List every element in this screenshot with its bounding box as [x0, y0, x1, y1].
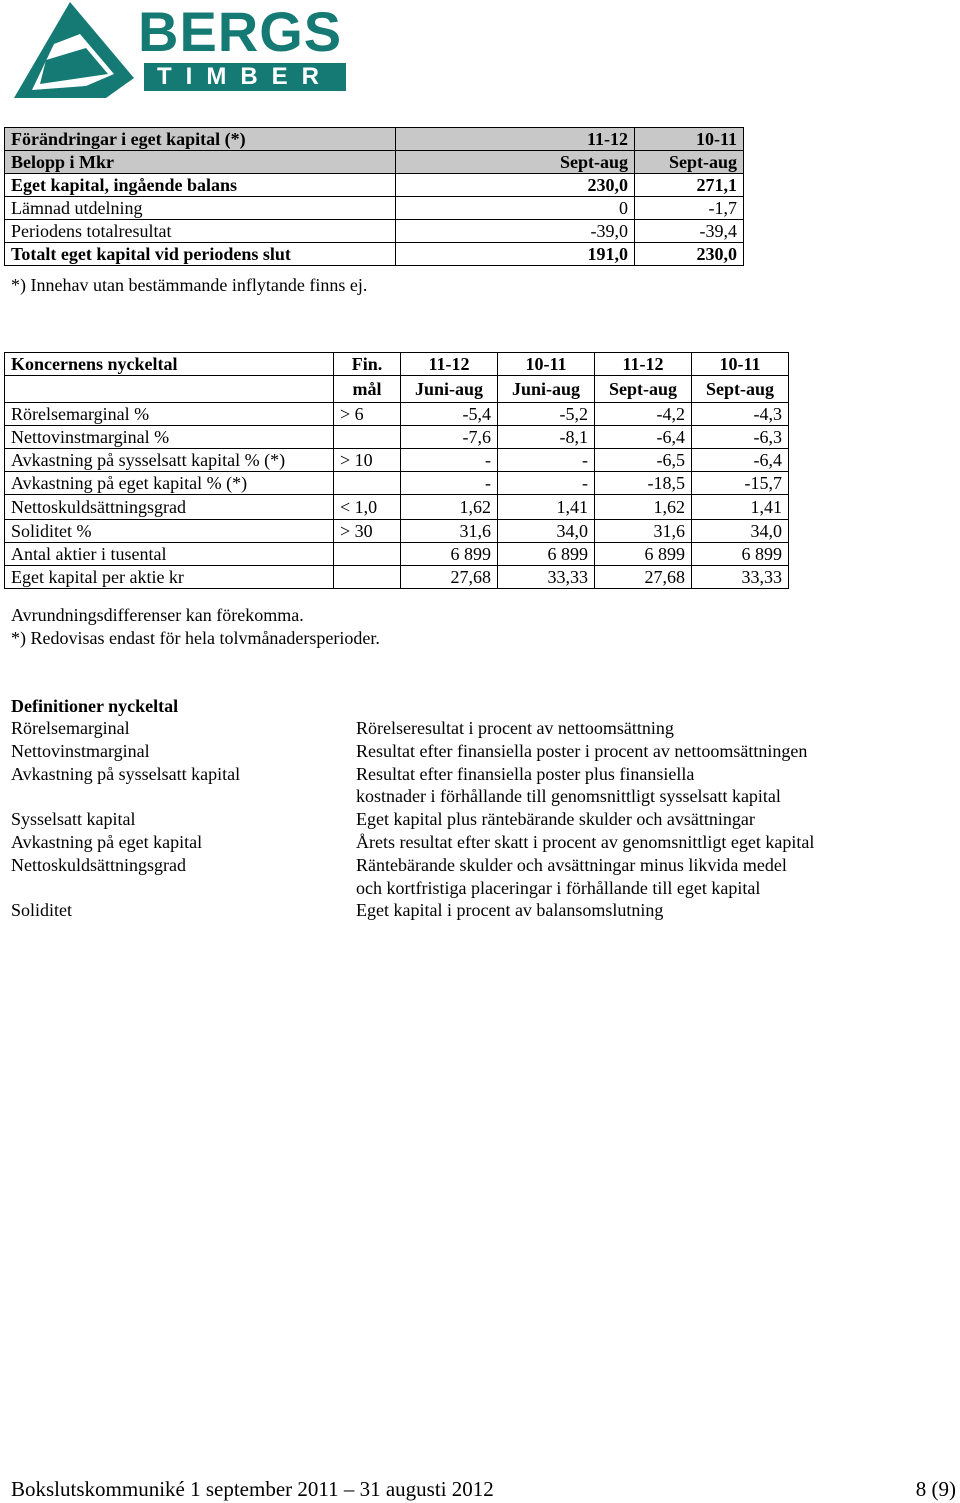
definition-term: Nettoskuldsättningsgrad [11, 854, 186, 875]
table-cell: Rörelsemarginal % [5, 403, 334, 426]
table-cell [334, 543, 401, 566]
table-cell: - [401, 449, 498, 472]
header-cell: Förändringar i eget kapital (*) [5, 128, 396, 151]
table-cell: -5,4 [401, 403, 498, 426]
header-cell: Koncernens nyckeltal [5, 353, 334, 376]
table-cell: Lämnad utdelning [5, 197, 396, 220]
header-cell: 11-12 [396, 128, 635, 151]
definition-row [11, 899, 911, 922]
definition-row [11, 877, 911, 900]
definition-description: kostnader i förhållande till genomsnittligt sysselsatt kapital [356, 786, 781, 807]
table-cell: -5,2 [498, 403, 595, 426]
table-cell: Eget kapital per aktie kr [5, 566, 334, 589]
table-cell: - [498, 472, 595, 495]
table-cell: 230,0 [635, 243, 744, 266]
footer-document-title: Bokslutskommuniké 1 september 2011 – 31 augusti 2012 [11, 1477, 494, 1501]
table-cell: 0 [396, 197, 635, 220]
definition-row [11, 831, 911, 854]
header-cell: 11-12 [595, 353, 692, 376]
table-cell: -8,1 [498, 426, 595, 449]
header-cell: Fin. [334, 353, 401, 376]
table-cell: > 10 [334, 449, 401, 472]
header-cell: Sept-aug [396, 151, 635, 174]
header-cell: 11-12 [401, 353, 498, 376]
logo-wordmark: BERGS [138, 0, 343, 63]
definition-term: Avkastning på sysselsatt kapital [11, 763, 241, 784]
table-cell: 27,68 [595, 566, 692, 589]
table-cell: Totalt eget kapital vid periodens slut [5, 243, 396, 266]
definition-term: Rörelsemarginal [11, 718, 130, 738]
table-row [5, 243, 744, 266]
definition-row [11, 808, 911, 831]
table-cell: Periodens totalresultat [5, 220, 396, 243]
table-cell: -39,0 [396, 220, 635, 243]
table-cell: 1,41 [498, 495, 595, 520]
header-cell: mål [334, 376, 401, 403]
definition-description: Räntebärande skulder och avsättningar minus likvida medel [356, 854, 787, 875]
definition-description: Årets resultat efter skatt i procent av genomsnittligt eget kapital [356, 831, 815, 852]
ratios-footnote: *) Redovisas endast för hela tolvmånadersperioder. [11, 628, 380, 648]
table-subheader-row [5, 151, 744, 174]
table-cell: 34,0 [498, 520, 595, 543]
key-ratios-table [4, 352, 789, 589]
bergs-timber-logo [10, 0, 350, 104]
table-cell: 33,33 [498, 566, 595, 589]
footer-page-number: 8 (9) [915, 1477, 956, 1501]
definition-row [11, 785, 911, 808]
table-cell: 1,62 [595, 495, 692, 520]
table-cell: -6,3 [692, 426, 789, 449]
header-cell: 10-11 [692, 353, 789, 376]
definition-row [11, 717, 911, 740]
table-subheader-row [5, 376, 789, 403]
equity-footnote: *) Innehav utan bestämmande inflytande finns ej. [11, 275, 368, 295]
table-cell: Nettovinstmarginal % [5, 426, 334, 449]
table-header-row [5, 128, 744, 151]
definition-term: Avkastning på eget kapital [11, 831, 203, 852]
table-cell: - [401, 472, 498, 495]
table-cell: 230,0 [396, 174, 635, 197]
table-cell: 34,0 [692, 520, 789, 543]
table-cell: Avkastning på eget kapital % (*) [5, 472, 334, 495]
table-cell [334, 566, 401, 589]
definition-description: Resultat efter finansiella poster plus finansiella [356, 763, 695, 784]
header-cell: Belopp i Mkr [5, 151, 396, 174]
table-cell: -6,4 [595, 426, 692, 449]
table-row [5, 520, 789, 543]
definition-row [11, 763, 911, 786]
table-cell [334, 472, 401, 495]
table-cell: 33,33 [692, 566, 789, 589]
table-cell: 6 899 [498, 543, 595, 566]
table-cell: < 1,0 [334, 495, 401, 520]
table-cell: -15,7 [692, 472, 789, 495]
definition-description: Eget kapital i procent av balansomslutning [356, 900, 664, 921]
header-cell [5, 376, 334, 403]
definitions-list [11, 717, 911, 922]
table-cell: -39,4 [635, 220, 744, 243]
definition-term: Nettovinstmarginal [11, 740, 150, 761]
table-cell: -4,3 [692, 403, 789, 426]
table-row [5, 495, 789, 520]
logo-submark: TIMBER [144, 63, 346, 91]
logo-mark-icon [10, 0, 140, 104]
table-cell: -6,5 [595, 449, 692, 472]
table-cell: 6 899 [692, 543, 789, 566]
table-row [5, 403, 789, 426]
table-cell: > 6 [334, 403, 401, 426]
header-cell: Sept-aug [692, 376, 789, 403]
equity-changes-table [4, 127, 744, 266]
rounding-note: Avrundningsdifferenser kan förekomma. [11, 605, 304, 625]
table-cell: -18,5 [595, 472, 692, 495]
header-cell: 10-11 [635, 128, 744, 151]
table-cell: 6 899 [595, 543, 692, 566]
table-cell: -7,6 [401, 426, 498, 449]
definition-description: Eget kapital plus räntebärande skulder och avsättningar [356, 809, 755, 830]
table-cell: 27,68 [401, 566, 498, 589]
definition-term: Soliditet [11, 900, 73, 921]
table-cell: 6 899 [401, 543, 498, 566]
table-cell: 31,6 [595, 520, 692, 543]
table-cell: Avkastning på sysselsatt kapital % (*) [5, 449, 334, 472]
header-cell: Juni-aug [401, 376, 498, 403]
table-row [5, 174, 744, 197]
definition-row [11, 854, 911, 877]
table-cell: Antal aktier i tusental [5, 543, 334, 566]
definition-description: Rörelseresultat i procent av nettoomsättning [356, 718, 674, 738]
definition-term: Sysselsatt kapital [11, 809, 136, 830]
table-row [5, 197, 744, 220]
table-row [5, 472, 789, 495]
definition-row [11, 740, 911, 763]
table-cell: Nettoskuldsättningsgrad [5, 495, 334, 520]
header-cell: Sept-aug [595, 376, 692, 403]
table-header-row [5, 353, 789, 376]
table-cell: -1,7 [635, 197, 744, 220]
definitions-title: Definitioner nyckeltal [11, 696, 179, 716]
table-cell: > 30 [334, 520, 401, 543]
table-row [5, 543, 789, 566]
table-cell: Eget kapital, ingående balans [5, 174, 396, 197]
header-cell: 10-11 [498, 353, 595, 376]
definition-description: Resultat efter finansiella poster i procent av nettoomsättningen [356, 740, 808, 761]
table-cell: 1,62 [401, 495, 498, 520]
definition-description: och kortfristiga placeringar i förhållande till eget kapital [356, 877, 761, 898]
table-cell: -6,4 [692, 449, 789, 472]
table-row [5, 566, 789, 589]
table-cell: -4,2 [595, 403, 692, 426]
table-cell: 1,41 [692, 495, 789, 520]
table-row [5, 220, 744, 243]
table-cell: 191,0 [396, 243, 635, 266]
table-cell: - [498, 449, 595, 472]
table-cell: 271,1 [635, 174, 744, 197]
table-cell: Soliditet % [5, 520, 334, 543]
table-row [5, 449, 789, 472]
header-cell: Juni-aug [498, 376, 595, 403]
table-cell [334, 426, 401, 449]
table-cell: 31,6 [401, 520, 498, 543]
table-row [5, 426, 789, 449]
header-cell: Sept-aug [635, 151, 744, 174]
